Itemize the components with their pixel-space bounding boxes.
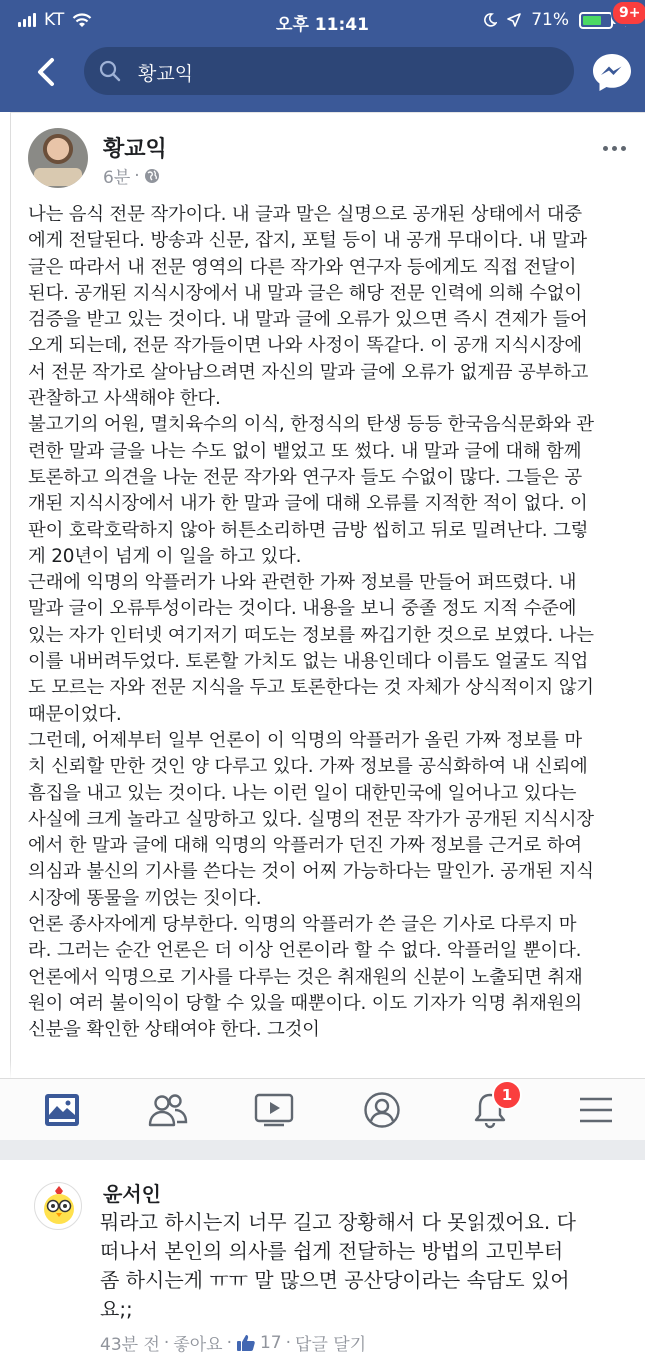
tab-news-feed[interactable] [40,1089,84,1131]
post-line: 개된 지식시장에서 내가 한 말과 글에 대해 오류를 지적한 적이 없다. 이 [28,493,588,515]
post-line: 치 신뢰할 만한 것인 양 다루고 있다. 가짜 정보를 공식화하여 내 신뢰에 [28,756,588,778]
post-line: 도 모르는 자와 전문 지식을 두고 토론한다는 것 자체가 상식적이지 않기 [28,677,594,699]
tab-bar [0,1078,645,1140]
comment-line: 뭐라고 하시는지 너무 길고 장황해서 다 못읽겠어요. 다 [100,1210,576,1234]
comment-meta [100,1330,366,1355]
thumbs-up-icon [236,1333,256,1353]
post-line: 말과 글이 오류투성이라는 것이다. 내용을 보니 중졸 정도 지적 수준에 [28,598,577,620]
moon-icon [483,13,497,27]
tab-profile[interactable] [360,1089,404,1131]
battery-percent: 71% [531,10,569,30]
post-line: 나는 음식 전문 작가이다. 내 글과 말은 실명으로 공개된 상태에서 대중 [28,204,582,225]
post-line: 판이 호락호락하지 않아 허튼소리하면 금방 씹히고 뒤로 밀려난다. 그렇 [28,519,589,541]
nav-row [0,44,645,100]
tab-friends[interactable] [146,1089,190,1131]
post-line: 의심과 불신의 기사를 쓴다는 것이 어찌 가능하다는 말인가. 공개된 지식 [28,861,594,883]
status-bar [0,0,645,38]
post-line: 글은 따라서 내 전문 영역의 다른 작가와 연구자 등에게도 직접 전달이 [28,256,577,278]
post-line: 련한 말과 글을 나는 수도 없이 뱉었고 또 썼다. 내 말과 글에 대해 함께 [28,440,582,462]
meta-dot: · [226,1332,232,1353]
post-line: 시장에 똥물을 끼얹는 짓이다. [28,887,262,909]
video-icon [254,1093,294,1127]
like-count: 17 [259,1332,282,1353]
post-line: 토론하고 의견을 나눈 전문 작가와 연구자 들도 수없이 많다. 그들은 공 [28,466,582,488]
like-link[interactable]: 좋아요 [173,1335,223,1355]
chick-cartoon-icon [35,1183,82,1230]
status-time: 오후 11:41 [276,15,369,35]
post-line: 라. 그러는 순간 언론은 더 이상 언론이라 할 수 없다. 악플러일 뿐이다. [28,940,582,962]
more-options-icon[interactable] [603,146,626,151]
search-input[interactable] [84,47,574,95]
tab-menu[interactable] [574,1089,618,1131]
author-avatar[interactable] [28,128,88,188]
globe-icon [144,168,160,184]
post-line: 사실에 크게 놀라고 실망하고 있다. 실명의 전문 작가가 공개된 지식시장 [28,808,594,830]
comment-line: 좀 하시는게 ㅠㅠ 말 많으면 공산당이라는 속담도 있어 [100,1268,570,1292]
carrier-label: KT [44,10,65,30]
post-line: 게 20년이 넘게 이 일을 하고 있다. [28,545,302,567]
friends-icon [148,1093,188,1127]
comment-time: 43분 전 [100,1335,160,1355]
commenter-avatar[interactable] [34,1182,82,1230]
comment-line: 떠나서 본인의 의사를 쉽게 전달하는 방법의 고민부터 [100,1239,564,1263]
meta-dot: · [163,1332,170,1353]
post-line: 검증을 받고 있는 것이다. 내 말과 글에 오류가 있으면 즉시 견제가 들어 [28,309,588,331]
messenger-badge: 9+ [611,0,645,26]
post-line: 이를 내버려두었다. 토론할 가치도 없는 내용인데다 이름도 얼굴도 직업 [28,651,589,673]
battery-icon [579,12,613,29]
notification-badge: 1 [492,1080,522,1110]
post-line: 그런데, 어제부터 일부 언론이 이 익명의 악플러가 올린 가짜 정보를 마 [28,729,582,751]
text-fade [10,1060,645,1080]
post-line: 언론 종사자에게 당부한다. 익명의 악플러가 쓴 글은 기사로 다루지 마 [28,914,577,936]
post-meta [103,163,160,188]
post-line: 불고기의 어원, 멸치육수의 이식, 한정식의 탄생 등등 한국음식문화와 관 [28,414,594,436]
post-line: 흠집을 내고 있는 것이다. 나는 이런 일이 대한민국에 일어나고 있다는 [28,782,577,804]
location-icon [507,13,521,27]
post-line: 근래에 익명의 악플러가 나와 관련한 가짜 정보를 만들어 퍼뜨렸다. 내 [28,572,577,594]
status-right [483,10,631,30]
post-line: 된다. 공개된 지식시장에서 내 말과 글은 해당 전문 인력에 의해 수없이 [28,282,582,304]
news-feed-icon [43,1092,81,1128]
post-line: 서 전문 작가로 살아남으려면 자신의 말과 글에 오류가 없게끔 공부하고 [28,361,589,383]
profile-icon [363,1091,401,1129]
post-line: 에서 한 말과 글에 대해 익명의 악플러가 던진 가짜 정보를 근거로 하여 [28,835,582,857]
post-line: 때문이었다. [28,703,122,725]
post-line: 에게 전달된다. 방송과 신문, 잡지, 포털 등이 내 공개 무대이다. 내 말과 [28,230,587,252]
search-query: 황교익 [138,63,194,85]
back-arrow-icon[interactable] [32,52,58,92]
menu-icon [578,1095,614,1125]
comment-line: 요;; [100,1297,133,1321]
comment-body [100,1208,640,1324]
reply-link[interactable]: 답글 달기 [295,1335,367,1355]
post-line: 원이 여러 불이익이 당할 수 있을 때뿐이다. 이도 기자가 익명 취재원의 [28,992,582,1014]
meta-separator: · [134,165,140,186]
post-line: 언론에서 익명으로 기사를 다루는 것은 취재원의 신분이 노출되면 취재 [28,966,583,988]
post-line: 신분을 확인한 상태여야 한다. 그것이 [28,1019,320,1041]
post-line: 있는 자가 인터넷 여기저기 떠도는 정보를 짜깁기한 것으로 보였다. 나는 [28,624,594,646]
meta-dot: · [285,1332,292,1353]
commenter-name[interactable]: 윤서인 [103,1182,161,1206]
post-time[interactable]: 6분 [103,168,131,188]
search-icon [98,59,122,83]
section-divider [0,1140,645,1160]
post-body [28,202,628,1072]
post-line: 관찰하고 사색해야 한다. [28,388,221,410]
post-author[interactable]: 황교익 [103,137,167,162]
post-line: 오게 되는데, 전문 작가들이면 나와 사정이 똑같다. 이 공개 지식시장에 [28,335,582,357]
tab-watch[interactable] [252,1089,296,1131]
messenger-icon[interactable] [590,50,634,94]
